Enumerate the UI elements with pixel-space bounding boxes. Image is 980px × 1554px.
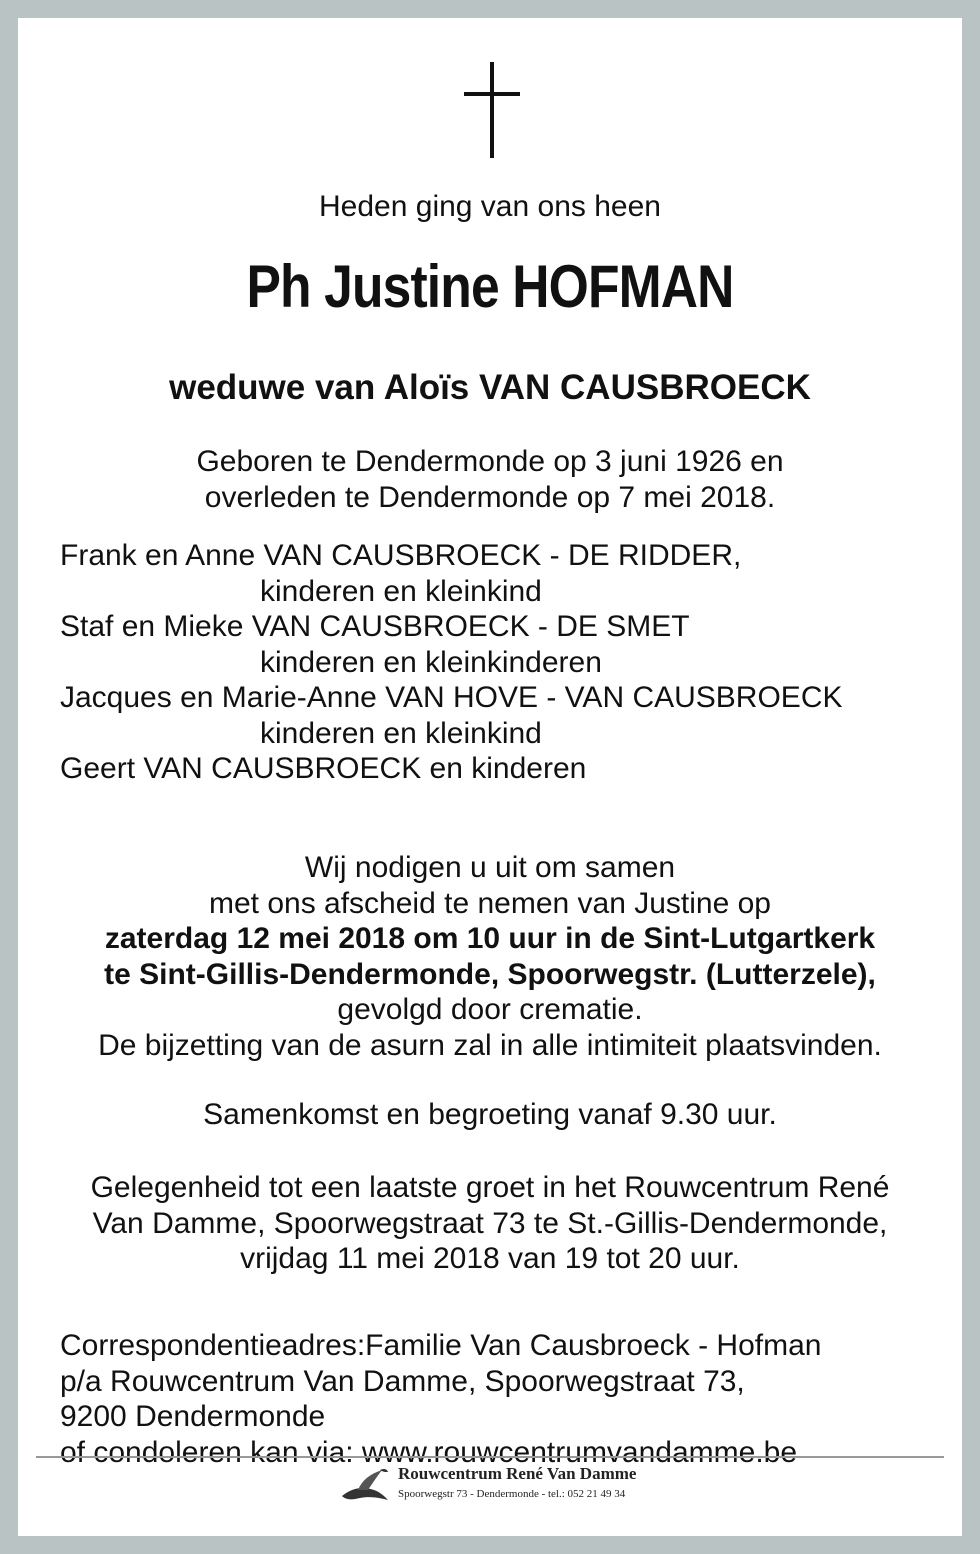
birth-line: Geboren te Dendermonde op 3 juni 1926 en <box>196 445 784 478</box>
widow-of: weduwe van Aloïs VAN CAUSBROECK <box>169 368 811 407</box>
obituary-card <box>18 18 962 1536</box>
correspondence-line: Correspondentieadres:Familie Van Causbroeck - Hofman <box>60 1329 822 1362</box>
correspondence <box>60 1328 821 1470</box>
family-relation: kinderen en kleinkind <box>260 716 542 750</box>
meeting-note: Samenkomst en begroeting vanaf 9.30 uur. <box>203 1098 777 1131</box>
service-datetime: zaterdag 12 mei 2018 om 10 uur in de Sint-Lutgartkerk <box>104 922 876 955</box>
family-names: Staf en Mieke VAN CAUSBROECK - DE SMET <box>60 610 690 643</box>
life-dates <box>18 444 962 516</box>
family-relation: kinderen en kleinkinderen <box>260 645 602 679</box>
visitation-line: Van Damme, Spoorwegstraat 73 te St.-Gillis-Dendermonde, <box>92 1206 888 1240</box>
family-names: Frank en Anne VAN CAUSBROECK - DE RIDDER, <box>60 539 742 572</box>
correspondence-line: p/a Rouwcentrum Van Damme, Spoorwegstraat 73, <box>60 1364 745 1398</box>
correspondence-line: 9200 Dendermonde <box>60 1400 326 1433</box>
urn-note: De bijzetting van de asurn zal in alle intimiteit plaatsvinden. <box>98 1028 882 1062</box>
family-relation: kinderen en kleinkind <box>260 574 542 608</box>
footer-divider <box>36 1456 944 1458</box>
company-name: Rouwcentrum René Van Damme <box>398 1464 637 1483</box>
family-names: Jacques en Marie-Anne VAN HOVE - VAN CAUSBROECK <box>60 681 843 714</box>
invitation <box>18 850 962 1063</box>
visitation-line: vrijdag 11 mei 2018 van 19 tot 20 uur. <box>240 1242 740 1275</box>
family-list <box>60 538 843 787</box>
deceased-name: Ph Justine HOFMAN <box>246 253 734 320</box>
dove-icon <box>340 1466 390 1506</box>
invitation-line: Wij nodigen u uit om samen <box>304 851 676 884</box>
condolence-link[interactable]: of condoleren kan via: www.rouwcentrumvandamme.be <box>60 1435 798 1469</box>
visitation-line: Gelegenheid tot een laatste groet in het Rouwcentrum René <box>90 1171 890 1204</box>
company-address: Spoorwegstr 73 - Dendermonde - tel.: 052 21 49 34 <box>398 1488 626 1500</box>
visitation <box>18 1170 962 1277</box>
death-line: overleden te Dendermonde op 7 mei 2018. <box>204 481 776 514</box>
family-names: Geert VAN CAUSBROECK en kinderen <box>60 752 587 785</box>
intro-text: Heden ging van ons heen <box>319 190 661 223</box>
cross-icon <box>464 62 520 158</box>
service-location: te Sint-Gillis-Dendermonde, Spoorwegstr. (Lutterzele), <box>104 957 876 991</box>
cremation-note: gevolgd door crematie. <box>337 993 643 1026</box>
invitation-line: met ons afscheid te nemen van Justine op <box>208 886 771 920</box>
